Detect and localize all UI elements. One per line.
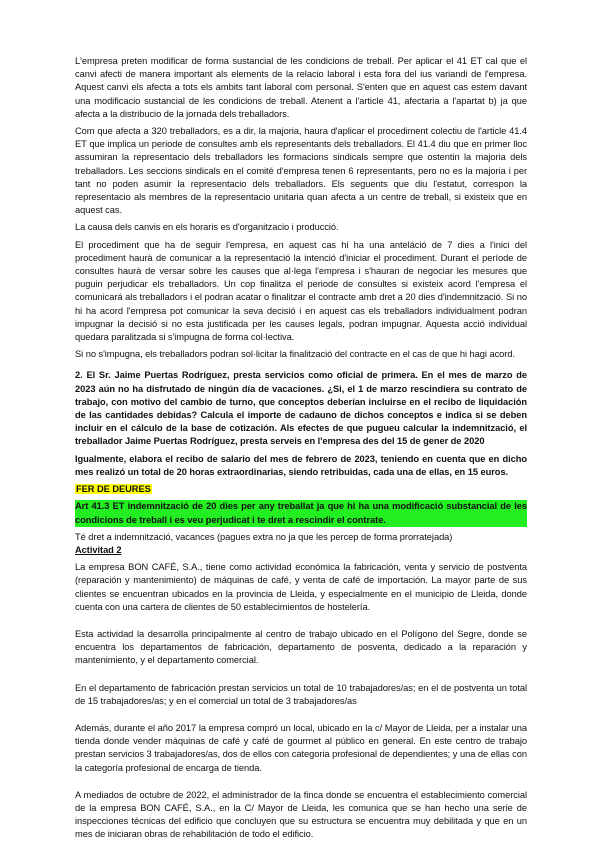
paragraph-local-mayor: Además, durante el año 2017 la empresa compró un local, ubicado en la c/ Mayor de Lleida, per a instalar una tienda donde vender máquinas de café y café de gourmet al público en general. En este centro de trabajo prestan servicios 3 trabajadores/as, dos de ellos con categoria profesional de dependientes; y una de ellas con la categoría profesional de encarga de tienda. — [75, 722, 527, 773]
green-highlight-note: Art 41.3 ET indemnització de 20 dies per any treballat ja que hi ha una modificació substancial de les condicions de treball i es veu perjudicat i te dret a rescindir el contrate. — [75, 500, 527, 526]
homework-label-line — [75, 483, 527, 496]
paragraph-causa-canvis: La causa dels canvis en els horaris es d'organitzacio i producció. — [75, 222, 339, 233]
activity-title: Activitad 2 — [75, 544, 122, 555]
activity-heading — [75, 544, 527, 557]
homework-highlight: FER DE DEURES — [76, 484, 151, 495]
question-text: El Sr. Jaime Puertas Rodríguez, presta servicios como oficial de primera. En el mes de marzo de 2023 aún no ha disfrutado de ningún día de vacaciones. ¿Si, el 1 de marzo rescindiera su contrato de trabajo, con motivo del cambio de turno, que conceptos deberían incluirse en el recibo de liquidación de las cantidades debidas? Calcula el importe de cadauno de dichos conceptos e indica si se deben incluir en el cálculo de la base de cotización. Als efectes de que pugueu calcular la indemnització, el treballador Jaime Puertas Rodríguez, presta serveis en l'empresa des del 15 de gener de 2020 — [75, 370, 527, 447]
paragraph-procediment-empresa: El procediment que ha de seguir l'empresa, en aquest cas hi ha una anteláció de 7 dies a l'inici del procediment haurà de comunicar a la representació la intenció d'iniciar el procediment. Durant el període de consultes haurà de versar sobre les causes que al·lega l'empresa i s'hauran de negociar les mesures que puguin perjudicar els treballadors. Un cop finalitza el periode de consultes si existeix acord l'empresa el comunicará als treballadors i el podran acatar o finalitzar el contracte amb dret a 20 dies d'indemnització. Si no hi ha acord l'empresa pot comunicar la seva decisió i en aquest cas els treballadors individualment podran impugnar la decisió si no esta justificada per les causes legals, podran impugnar. Aquesta acció individual quedara paralitzada si s'impugna de forma col·lectiva. — [75, 239, 527, 343]
paragraph-dret-indemnitzacio: Té dret a indemnització, vacances (pagues extra no ja que les percep de forma prorratejada) — [75, 531, 453, 542]
paragraph-procediment-colectiu: Com que afecta a 320 treballadors, es a dir, la majoria, haura d'aplicar el procediment colectiu de l'article 41.4 ET que implica un periode de consultes amb els representants dels treballadors. El 41.4 diu que en primer lloc assumiran la representacio dels treballadors les formacions sindicals sempre que ostentin la majoria dels treballadors. Les seccions sindicals en el comité d'empresa tenen 6 representants, pero no es la majoria i per tant no poden asumir la representacio dels treballadors. Els seguents que diu l'estatut, correspon la representacio als membres de la representacio unitaria quan afecta a un centre de treball, si existeix que en aquest cas. — [75, 126, 527, 216]
paragraph-inspeccions: A mediados de octubre de 2022, el administrador de la finca donde se encuentra el establecimiento comercial de la empresa BON CAFÉ, S.A., en la C/ Mayor de Lleida, les comunica que se han hecho una serie de inspecciones técnicas del edificio que concluyen que su estructura se encuentra muy debilitada y que en un mes de iniciaran obras de rehabilitación de todo el edificio. — [75, 789, 527, 840]
paragraph-modificacio-sustancial: L'empresa preten modificar de forma sustancial de les condicions de treball. Per aplicar el 41 ET cal que el canvi afecti de manera important als elements de la relacio laboral i esta fora del ius variandi de l'empresa. Aquest canvi els afecta a tots els ambits tant laboral com personal. S'enten que en aquest cas estem davant una modificacio sustancial de les condicions de treball. Atenent a l'article 41, afectaria a l'apartat b) ja que afecta a la distribucio de la jornada dels treballadors. — [75, 56, 527, 119]
paragraph-impugnacio: Si no s'impugna, els treballadors podran sol·licitar la finalització del contracte en el cas de que hi hagi acord. — [75, 349, 515, 360]
paragraph-departaments: En el departamento de fabricación prestan servicios un total de 10 trabajadores/as; en el de postventa un total de 15 trabajadores/as; y en el comercial un total de 3 trabajadores/as — [75, 682, 527, 706]
paragraph-centre-treball: Esta actividad la desarrolla principalmente al centro de trabajo ubicado en el Polígono del Segre, donde se encuentra los departamentos de fabricación, departamento de posventa, dedicado a la reparación y mantenimiento, y el departamento comercial. — [75, 628, 527, 666]
question-2 — [75, 369, 527, 448]
paragraph-bon-cafe: La empresa BON CAFÉ, S.A., tiene como actividad económica la fabricación, venta y servicio de postventa (reparación y mantenimiento) de máquinas de café, y venta de café de importación. La mayor parte de sus clientes se encuentran ubicados en la provincia de Lleida, y especialmente en el municipio de Lleida, donde cuenta con una cartera de clientes de 50 establecimientos de hostelería. — [75, 562, 527, 612]
question-2-salary-receipt: Igualmente, elabora el recibo de salario del mes de febrero de 2023, teniendo en cuenta que en dicho mes realizó un total de 20 horas extraordinarias, siendo retribuidas, cada una de ellas, en 15 euros. — [75, 453, 527, 477]
question-number: 2. — [75, 370, 83, 381]
